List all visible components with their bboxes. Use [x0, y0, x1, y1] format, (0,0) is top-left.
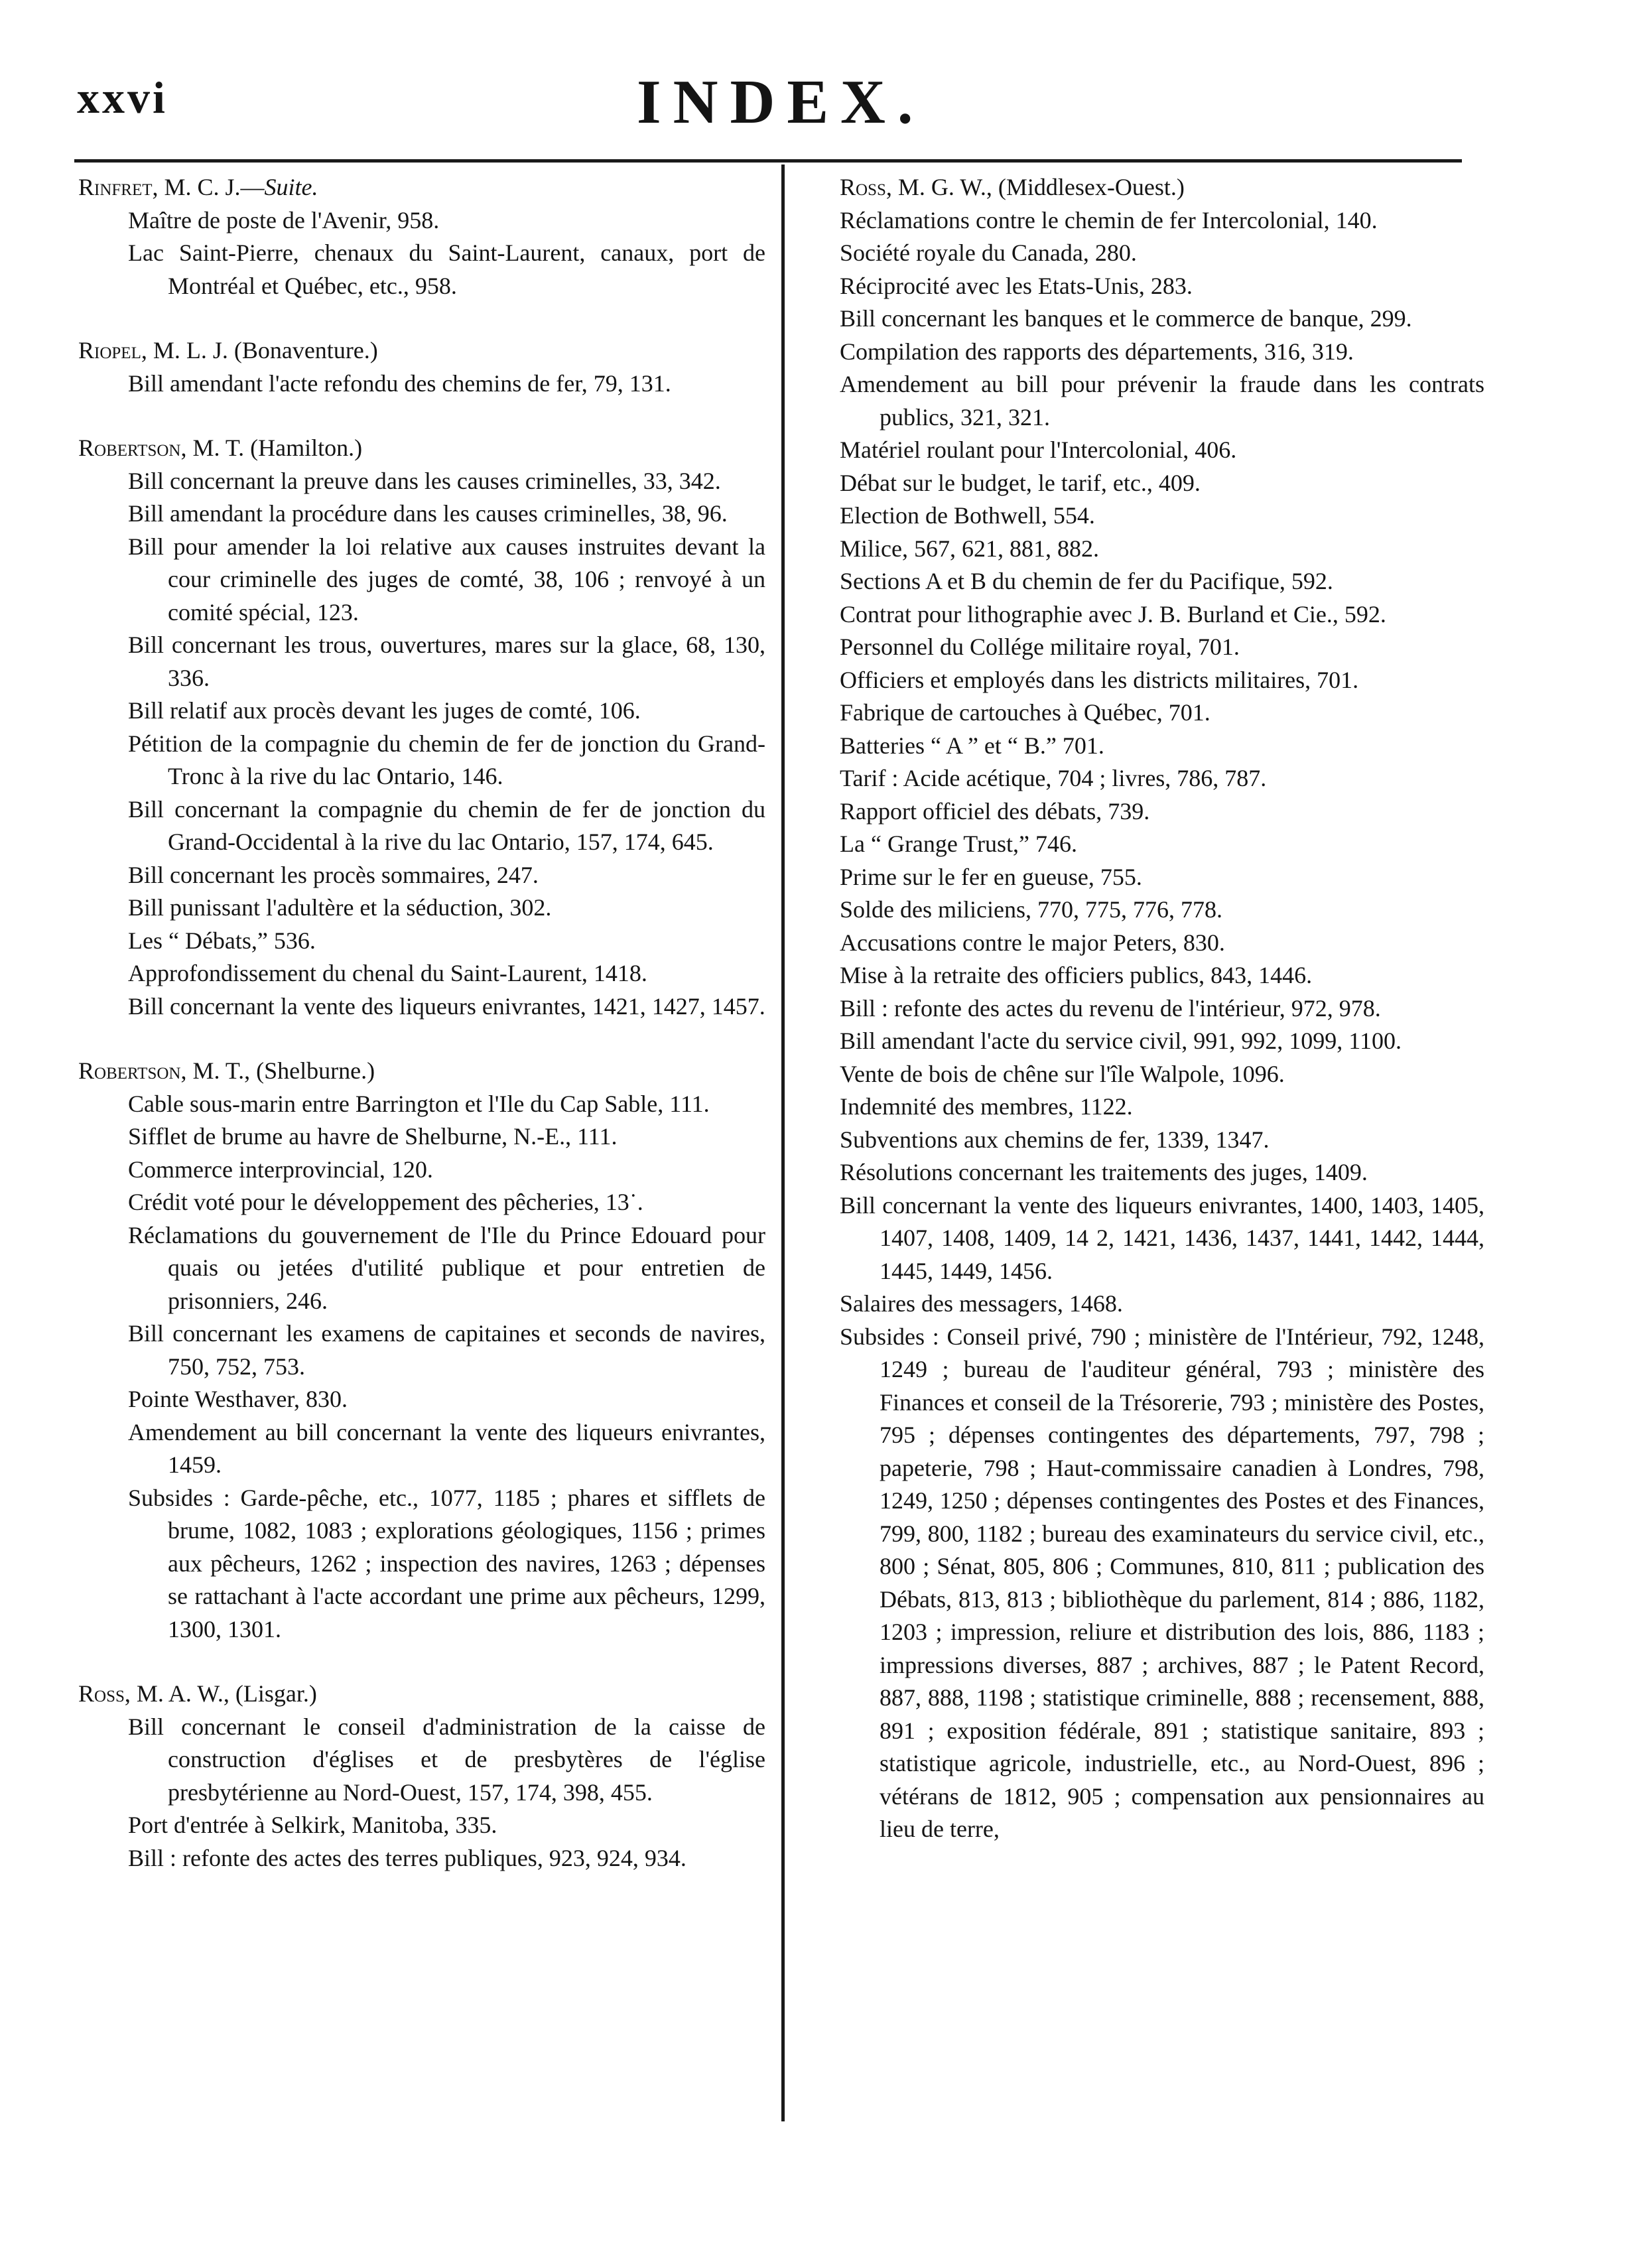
- index-item: Lac Saint-Pierre, chenaux du Saint-Laurent, canaux, port de Montréal et Québec, etc., 958.: [128, 239, 765, 299]
- index-item: Tarif : Acide acétique, 704 ; livres, 786, 787.: [840, 765, 1267, 791]
- index-item: Approfondissement du chenal du Saint-Laurent, 1418.: [128, 960, 647, 986]
- index-item: Election de Bothwell, 554.: [840, 502, 1095, 529]
- index-item: Pointe Westhaver, 830.: [128, 1386, 348, 1412]
- member-riding: , M. C. J.—: [152, 174, 265, 200]
- index-item: Réclamations du gouvernement de l'Ile du Prince Edouard pour quais ou jetées d'utilité publique et pour entretien de prisonniers, 246.: [128, 1221, 765, 1314]
- index-item: Bill : refonte des actes du revenu de l'intérieur, 972, 978.: [840, 994, 1381, 1022]
- index-item: Amendement au bill pour prévenir la fraude dans les contrats publics, 321, 321.: [840, 371, 1484, 431]
- index-item: Bill : refonte des actes des terres publiques, 923, 924, 934.: [128, 1844, 687, 1871]
- index-item: Amendement au bill concernant la vente des liqueurs enivrantes, 1459.: [128, 1418, 765, 1478]
- index-item: Subventions aux chemins de fer, 1339, 1347.: [840, 1126, 1270, 1153]
- index-item: Prime sur le fer en gueuse, 755.: [840, 863, 1142, 890]
- right-column: [840, 171, 1484, 1878]
- index-entry: [78, 171, 765, 302]
- index-item: Mise à la retraite des officiers publics, 843, 1446.: [840, 962, 1313, 988]
- index-item: Bill concernant le conseil d'administration de la caisse de construction d'églises et de presbytères de l'église presbytérienne au Nord-Ouest, 157, 174, 398, 455.: [128, 1713, 765, 1806]
- index-item: Sifflet de brume au havre de Shelburne, N.-E., 111.: [128, 1123, 618, 1150]
- index-item: Rapport officiel des débats, 739.: [840, 797, 1150, 825]
- index-item: Les “ Débats,” 536.: [128, 927, 316, 954]
- index-item: Bill concernant la vente des liqueurs enivrantes, 1421, 1427, 1457.: [128, 992, 765, 1020]
- member-riding: , M. T., (Shelburne.): [180, 1057, 375, 1084]
- index-item: Bill concernant les examens de capitaines et seconds de navires, 750, 752, 753.: [128, 1320, 765, 1380]
- index-item: Sections A et B du chemin de fer du Pacifique, 592.: [840, 568, 1333, 594]
- index-item: Réclamations contre le chemin de fer Intercolonial, 140.: [840, 206, 1378, 233]
- index-item: Bill amendant l'acte du service civil, 991, 992, 1099, 1100.: [840, 1028, 1402, 1054]
- index-item: La “ Grange Trust,” 746.: [840, 831, 1077, 857]
- member-name: Robertson: [78, 1057, 181, 1084]
- member-name: Riopel: [78, 337, 141, 364]
- index-item: Bill concernant les banques et le commerce de banque, 299.: [840, 305, 1412, 332]
- index-item: Bill amendant l'acte refondu des chemins de fer, 79, 131.: [128, 369, 671, 397]
- page-title: INDEX.: [637, 68, 925, 137]
- member-name: Ross: [840, 174, 886, 200]
- index-item: Réciprocité avec les Etats-Unis, 283.: [840, 272, 1193, 299]
- member-name: Robertson: [78, 434, 181, 461]
- index-item: Accusations contre le major Peters, 830.: [840, 929, 1225, 956]
- entry-heading: [78, 432, 765, 465]
- index-item: Officiers et employés dans les districts militaires, 701.: [840, 666, 1359, 693]
- index-item: Batteries “ A ” et “ B.” 701.: [840, 732, 1104, 759]
- index-item: Société royale du Canada, 280.: [840, 239, 1137, 266]
- entry-heading: [78, 1055, 765, 1088]
- continuation-note: Suite.: [264, 174, 318, 200]
- member-riding: , M. T. (Hamilton.): [180, 434, 363, 461]
- index-entry: [840, 171, 1484, 1846]
- index-entry: [78, 1678, 765, 1875]
- index-item: Subsides : Conseil privé, 790 ; ministère de l'Intérieur, 792, 1248, 1249 ; bureau de l'auditeur général, 793 ; ministère des Finances et conseil de la Trésorerie, 793 ; ministère des Postes, 795 ; dépenses contingentes des départements, 797, 798 ; papeterie, 798 ; Haut-commissaire canadien à Londres, 798, 1249, 1250 ; dépenses contingentes des Postes et des Finances, 799, 800, 1182 ; bureau des examinateurs du service civil, etc., 800 ; Sénat, 805, 806 ; Communes, 810, 811 ; publication des Débats, 813, 813 ; bibliothèque du parlement, 814 ; 886, 1182, 1203 ; impression, reliure et distribution des lois, 886, 1183 ; impressions diverses, 887 ; archives, 887 ; le Patent Record, 887, 888, 1198 ; statistique criminelle, 888 ; recensement, 888, 891 ; exposition fédérale, 891 ; statistique sanitaire, 893 ; statistique agricole, industrielle, etc., au Nord-Ouest, 896 ; vétérans de 1812, 905 ; compensation aux pensionnaires au lieu de terre,: [840, 1323, 1484, 1842]
- member-riding: , M. A. W., (Lisgar.): [124, 1680, 317, 1707]
- index-item: Bill concernant la compagnie du chemin de fer de jonction du Grand-Occidental à la rive du lac Ontario, 157, 174, 645.: [128, 795, 765, 855]
- left-column: [78, 171, 765, 1906]
- column-divider: [781, 165, 785, 2121]
- entry-heading: [78, 171, 765, 204]
- entry-heading: [78, 334, 765, 367]
- index-item: Maître de poste de l'Avenir, 958.: [128, 206, 440, 233]
- page-number: xxvi: [77, 72, 168, 123]
- index-item: Personnel du Collége militaire royal, 701.: [840, 634, 1240, 660]
- member-name: Ross: [78, 1680, 125, 1707]
- index-item: Matériel roulant pour l'Intercolonial, 406.: [840, 436, 1237, 463]
- entry-heading: [840, 171, 1484, 204]
- index-entry: [78, 432, 765, 1023]
- index-item: Pétition de la compagnie du chemin de fer de jonction du Grand-Tronc à la rive du lac Ontario, 146.: [128, 730, 765, 789]
- index-item: Crédit voté pour le développement des pêcheries, 13˙.: [128, 1189, 643, 1215]
- index-item: Bill pour amender la loi relative aux causes instruites devant la cour criminelle des juges de comté, 38, 106 ; renvoyé à un comité spécial, 123.: [128, 533, 765, 626]
- index-item: Bill concernant les trous, ouvertures, mares sur la glace, 68, 130, 336.: [128, 632, 765, 691]
- index-item: Fabrique de cartouches à Québec, 701.: [840, 699, 1211, 726]
- index-item: Bill amendant la procédure dans les causes criminelles, 38, 96.: [128, 500, 728, 527]
- index-item: Compilation des rapports des départements, 316, 319.: [840, 338, 1354, 365]
- index-item: Port d'entrée à Selkirk, Manitoba, 335.: [128, 1812, 497, 1838]
- index-item: Salaires des messagers, 1468.: [840, 1290, 1123, 1317]
- index-item: Solde des miliciens, 770, 775, 776, 778.: [840, 896, 1222, 923]
- index-item: Cable sous-marin entre Barrington et l'Ile du Cap Sable, 111.: [128, 1090, 710, 1117]
- index-item: Bill concernant les procès sommaires, 247.: [128, 861, 539, 888]
- index-item: Subsides : Garde-pêche, etc., 1077, 1185 ; phares et sifflets de brume, 1082, 1083 ; explorations géologiques, 1156 ; primes aux pêcheurs, 1262 ; inspection des navires, 1263 ; dépenses se rattachant à l'acte accordant une prime aux pêcheurs, 1299, 1300, 1301.: [128, 1484, 765, 1642]
- index-item: Contrat pour lithographie avec J. B. Burland et Cie., 592.: [840, 600, 1386, 628]
- member-riding: , M. G. W., (Middlesex-Ouest.): [885, 174, 1185, 200]
- index-item: Milice, 567, 621, 881, 882.: [840, 535, 1099, 562]
- index-item: Bill punissant l'adultère et la séduction, 302.: [128, 894, 552, 921]
- index-item: Bill concernant la vente des liqueurs enivrantes, 1400, 1403, 1405, 1407, 1408, 1409, 14 2, 1421, 1436, 1437, 1441, 1442, 1444, 1445, 1449, 1456.: [840, 1191, 1484, 1284]
- entry-heading: [78, 1678, 765, 1711]
- header-rule: [74, 159, 1462, 163]
- index-item: Bill relatif aux procès devant les juges de comté, 106.: [128, 697, 641, 724]
- member-name: Rinfret: [78, 174, 153, 200]
- index-entry: [78, 334, 765, 400]
- index-item: Bill concernant la preuve dans les causes criminelles, 33, 342.: [128, 467, 721, 494]
- index-item: Commerce interprovincial, 120.: [128, 1156, 433, 1183]
- index-item: Vente de bois de chêne sur l'île Walpole, 1096.: [840, 1060, 1285, 1087]
- index-entry: [78, 1055, 765, 1646]
- index-item: Résolutions concernant les traitements des juges, 1409.: [840, 1159, 1368, 1185]
- index-item: Indemnité des membres, 1122.: [840, 1093, 1133, 1120]
- member-riding: , M. L. J. (Bonaventure.): [141, 337, 378, 364]
- index-item: Débat sur le budget, le tarif, etc., 409.: [840, 469, 1201, 496]
